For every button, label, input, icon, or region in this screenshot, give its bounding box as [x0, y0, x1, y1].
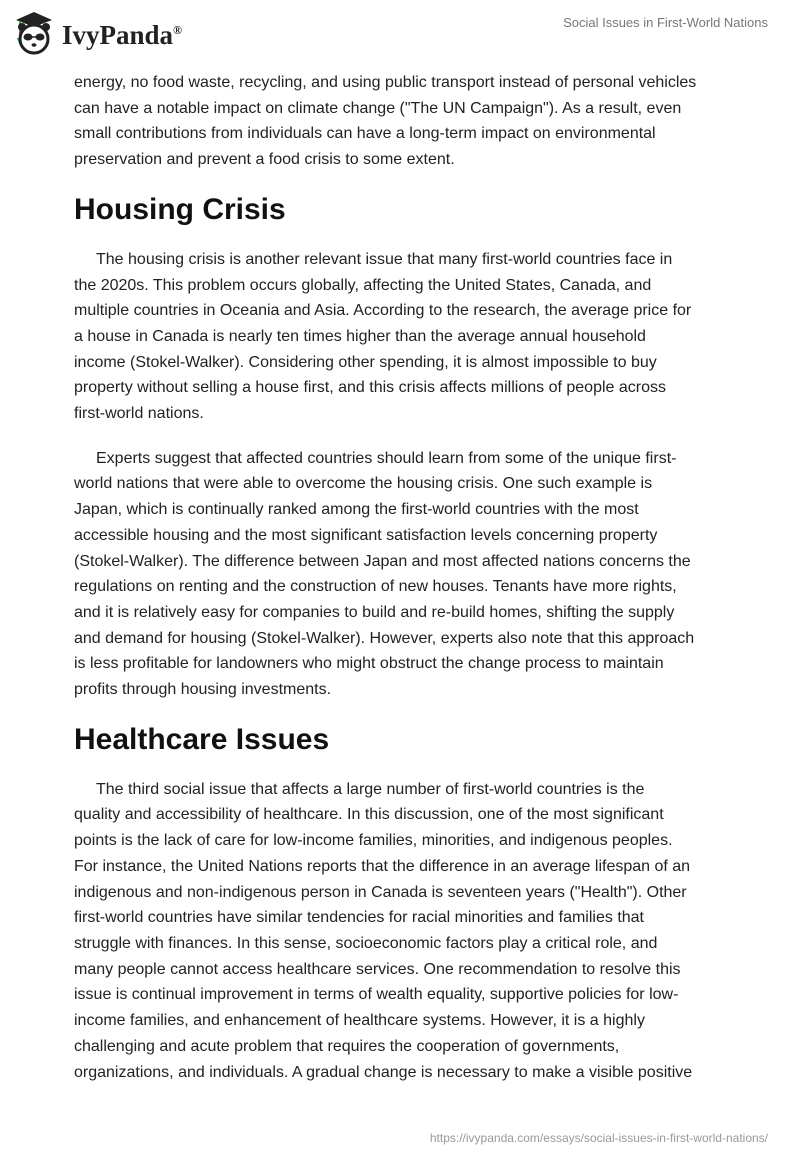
text-line: is less profitable for landowners who might obstruct the change process to maintain — [74, 655, 664, 673]
text-line: and demand for housing (Stokel-Walker). However, experts also note that this approach — [74, 629, 695, 647]
text-line: income (Stokel-Walker). Considering other spending, it is almost impossible to buy — [74, 353, 657, 371]
paragraph — [74, 777, 774, 1085]
text-line: property without selling a house first, and this crisis affects millions of people across — [74, 379, 666, 397]
text-line: For instance, the United Nations reports that the difference in an average lifespan of an — [74, 857, 691, 875]
ivypanda-logo[interactable] — [12, 8, 182, 56]
text-line: (Stokel-Walker). The difference between Japan and most affected nations concerns the — [74, 552, 691, 570]
registered-mark: ® — [173, 22, 183, 37]
text-line: regulations on renting and the construction of new houses. Tenants have more rights, — [74, 578, 677, 596]
text-line: income families, and enhancement of healthcare systems. However, it is a highly — [74, 1012, 645, 1030]
text-line: Experts suggest that affected countries should learn from some of the unique first- — [96, 449, 677, 467]
text-line: indigenous and non-indigenous person in Canada is seventeen years ("Health"). Other — [74, 883, 687, 901]
text-line: struggle with finances. In this sense, socioeconomic factors play a critical role, and — [74, 934, 658, 952]
text-line: challenging and acute problem that requires the cooperation of governments, — [74, 1037, 620, 1055]
text-line: organizations, and individuals. A gradual change is necessary to make a visible positive — [74, 1063, 693, 1081]
brand-text: IvyPanda — [62, 19, 174, 50]
text-line: Japan, which is continually ranked among the first-world countries with the most — [74, 501, 639, 519]
source-url[interactable]: https://ivypanda.com/essays/social-issues-in-first-world-nations/ — [429, 1131, 768, 1145]
text-line: first-world countries have similar tendencies for racial minorities and families that — [74, 909, 644, 927]
text-line: preservation and prevent a food crisis to some extent. — [74, 151, 455, 169]
text-line: energy, no food waste, recycling, and using public transport instead of personal vehicles — [74, 74, 697, 91]
brand-name — [62, 20, 182, 51]
text-line: first-world nations. — [74, 405, 204, 423]
paragraph — [74, 446, 774, 703]
section-heading: Housing Crisis — [74, 192, 286, 226]
text-line: small contributions from individuals can have a long-term impact on environmental — [74, 125, 656, 143]
section-heading: Healthcare Issues — [74, 722, 330, 756]
text-line: can have a notable impact on climate change ("The UN Campaign"). As a result, even — [74, 99, 682, 117]
text-line: points is the lack of care for low-income families, minorities, and indigenous peoples. — [74, 832, 673, 850]
essay-content — [74, 70, 774, 1104]
document-title: Social Issues in First-World Nations — [563, 15, 768, 30]
panda-graduate-icon — [12, 8, 56, 56]
text-line: world nations that were able to overcome the housing crisis. One such example is — [74, 475, 653, 493]
text-line: a house in Canada is nearly ten times higher than the average annual household — [74, 327, 646, 345]
text-line: The housing crisis is another relevant issue that many first-world countries face in — [96, 250, 673, 268]
text-line: and it is relatively easy for companies to build and re-build homes, shifting the supply — [74, 603, 675, 621]
text-line: The third social issue that affects a large number of first-world countries is the — [96, 780, 645, 798]
page-header — [0, 0, 800, 60]
paragraph — [74, 247, 774, 427]
text-line: accessible housing and the most significant satisfaction levels concerning property — [74, 526, 658, 544]
paragraph — [74, 70, 774, 173]
text-line: issue is continual improvement in terms of wealth equality, supportive policies for low- — [74, 986, 679, 1004]
text-line: many people cannot access healthcare services. One recommendation to resolve this — [74, 960, 681, 978]
text-line: profits through housing investments. — [74, 681, 332, 699]
text-line: quality and accessibility of healthcare. In this discussion, one of the most significant — [74, 806, 664, 824]
text-line: the 2020s. This problem occurs globally, affecting the United States, Canada, and — [74, 276, 652, 294]
text-line: multiple countries in Oceania and Asia. According to the research, the average price for — [74, 302, 692, 320]
